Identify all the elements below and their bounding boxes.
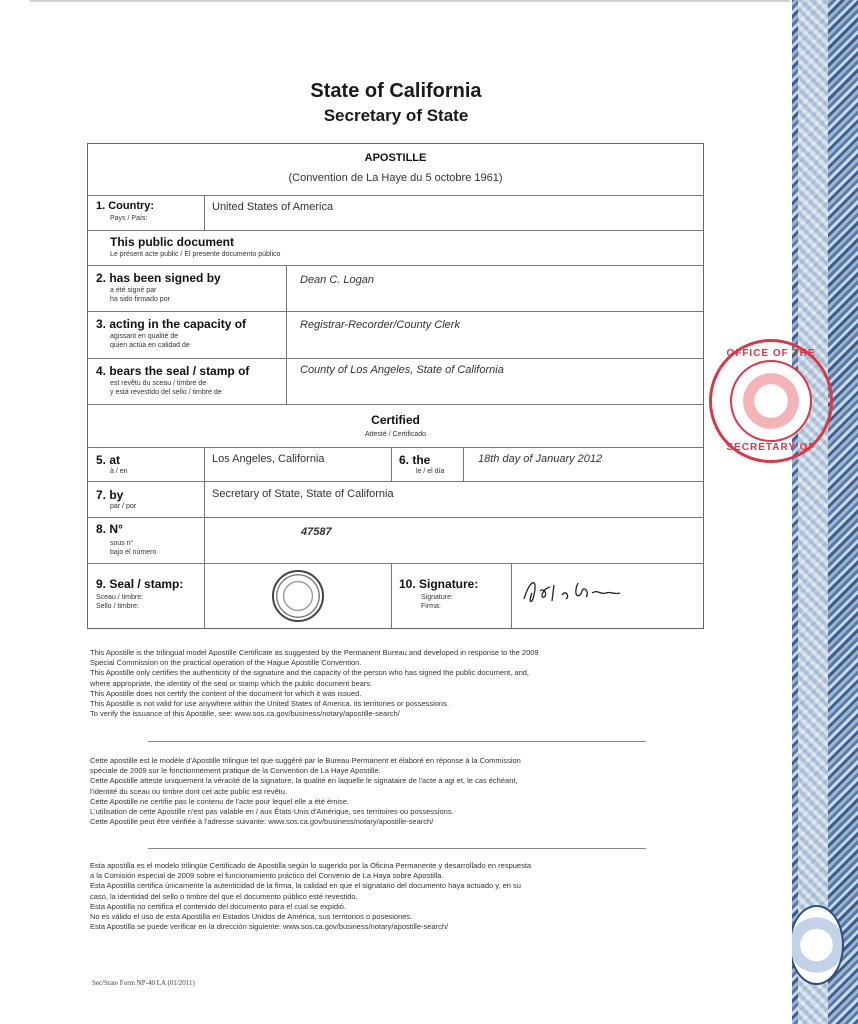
seal-of-value: County of Los Angeles, State of California — [300, 364, 504, 376]
capacity-label: 3. acting in the capacity of — [96, 317, 247, 331]
secretary-of-state-stamp-icon: OFFICE OF THE SECRETARY OF — [709, 339, 833, 463]
document-subtitle: Secretary of State — [323, 106, 469, 125]
form-id: Sec/State Form NP-40 LA (01/2011) — [92, 979, 195, 987]
seal-of-label: 4. bears the seal / stamp of — [96, 364, 250, 378]
apostille-form: APOSTILLE (Convention de La Haye du 5 octobre 1961) 1. Country: Pays / País: United States of America This public document Le présent acte public / El presente documento público 2. has been signed by a été signé par ha sido firmado por Dean C. Logan 3. acting in the capacity of agissant en qualité de quien actúa en calidad de Registrar-Recorder/County Clerk 4. bears the seal / stamp of est revêtu du sceau / timbre de y está revestido del sello / timbre de County of Los Angeles, State of California Certified Attesté / Certificado 5. at à / en Los Angeles, California 6. the le / el día 18th day of January 2012 7. by par / por Secretary of State, State of California 8. N° sous n° bajo el número 47587 9. Seal / stamp: Sceau / timbre: Sello / timbre: 10. Signature: Signature: Firma: — [87, 143, 704, 629]
corner-seal-icon — [789, 905, 844, 985]
by-value: Secretary of State, State of California — [212, 488, 394, 500]
footer-english: This Apostille is the trilingual model Apostille Certificate as suggested by the Permanent Bureau and developed in response to the 2009 Special Commission on the practical operation of the Hague Apostille Convention. This Apostille only certifies the authenticity of the signature and the capacity of the person who has signed the public document, and, where appropriate, the identity of the seal or stamp which the public document bears. This Apostille does not certify the content of the document for which it was issued. This Apostille is not valid for use anywhere within the United States of America, its territories or possessions. To verify the issuance of this Apostille, see: www.sos.ca.gov/business/notary/apostille-search/ — [90, 648, 539, 719]
date-value: 18th day of January 2012 — [478, 453, 603, 465]
document-title: State of California — [310, 80, 482, 102]
country-sub: Pays / País: — [110, 215, 148, 222]
number-value: 47587 — [301, 526, 332, 538]
public-document-label: This public document — [110, 235, 235, 249]
decorative-border-pattern — [798, 0, 828, 1024]
signed-by-value: Dean C. Logan — [300, 274, 374, 286]
country-label: 1. Country: — [96, 200, 155, 212]
country-value: United States of America — [212, 201, 334, 213]
separator — [148, 741, 646, 742]
by-label: 7. by — [96, 488, 124, 502]
signature-mark — [520, 573, 630, 613]
at-label: 5. at — [96, 453, 121, 467]
signed-by-label: 2. has been signed by — [96, 271, 221, 285]
separator — [148, 848, 646, 849]
signature-label: 10. Signature: — [399, 577, 479, 591]
at-value: Los Angeles, California — [212, 453, 325, 465]
apostille-heading: APOSTILLE — [364, 152, 427, 164]
state-seal-icon — [272, 570, 324, 622]
footer-french: Cette apostille est le modèle d'Apostille trilingue tel que suggéré par le Bureau Permanent et élaboré en réponse à la Commission spéciale de 2009 sur le fonctionnement pratique de la Convention de La Haye Apostille. Cette Apostille atteste uniquement la véracité de la signature, la qualité en laquelle le signataire de l'acte a agi et, le cas échéant, l'identité du sceau ou timbre dont cet acte public est revêtu. Cette Apostille ne certifie pas le contenu de l'acte pour lequel elle a été émise. L'utilisation de cette Apostille n'est pas valable en / aux États-Unis d'Amérique, ses territoires ou possessions. Cette Apostille peut être vérifiée à l'adresse suivante: www.sos.ca.gov/business/notary/apostille-search/ — [90, 756, 521, 827]
seal-stamp-label: 9. Seal / stamp: — [96, 577, 184, 591]
certified-label: Certified — [371, 413, 420, 427]
number-label: 8. N° — [96, 522, 123, 536]
capacity-value: Registrar-Recorder/County Clerk — [300, 319, 460, 331]
public-document-sub: Le présent acte public / El presente documento público — [110, 251, 281, 258]
the-label: 6. the — [399, 453, 431, 467]
convention-text: (Convention de La Haye du 5 octobre 1961) — [288, 172, 503, 184]
footer-spanish: Esta apostilla es el modelo trilingüe Certificado de Apostilla según lo sugerido por la Oficina Permanente y desarrollado en respuesta a la Comisión especial de 2009 sobre el funcionamiento práctico del Convenio de La Haya sobre Apostilla. Esta Apostilla certifica únicamente la autenticidad de la firma, la calidad en que el signatario del documento haya actuado y, en su caso, la identidad del sello o timbre del que el documento público esté revestido. Esta Apostilla no certifica el contenido del documento para el cual se expidió. No es válido el uso de esta Apostilla en Estados Unidos de América, sus territorios o posesiones. Esta Apostilla se puede verificar en la dirección siguiente: www.sos.ca.gov/business/notary/apostille-search/ — [90, 861, 532, 932]
